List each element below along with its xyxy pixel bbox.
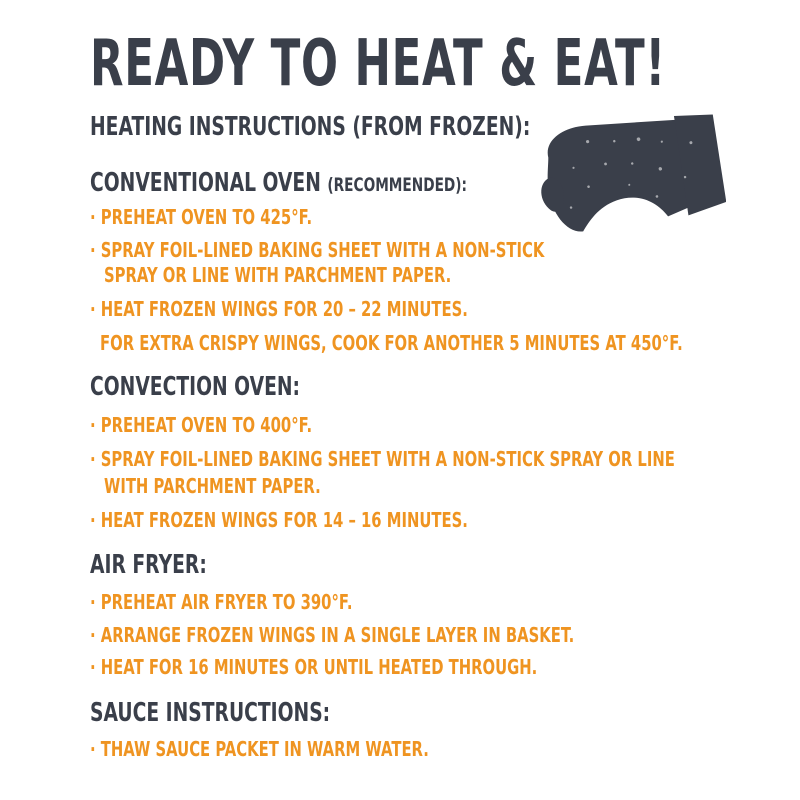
heading-note: (RECOMMENDED):	[327, 174, 467, 196]
instruction-note: FOR EXTRA CRISPY WINGS, COOK FOR ANOTHER 5 MINUTES AT 450°F.	[100, 331, 683, 355]
instruction-item: · HEAT FROZEN WINGS FOR 14 – 16 MINUTES.	[90, 508, 468, 532]
instruction-item: · HEAT FROZEN WINGS FOR 20 – 22 MINUTES.	[90, 297, 468, 321]
oven-mitt-icon	[536, 98, 726, 244]
section-heading-convection-oven: CONVECTION OVEN:	[90, 372, 301, 402]
section-heading-air-fryer: AIR FRYER:	[90, 550, 207, 580]
instruction-item: · ARRANGE FROZEN WINGS IN A SINGLE LAYER IN BASKET.	[90, 623, 575, 647]
instruction-item: · PREHEAT OVEN TO 425°F.	[90, 205, 313, 229]
page-subtitle: HEATING INSTRUCTIONS (FROM FROZEN):	[90, 112, 531, 142]
section-heading-sauce-instructions: SAUCE INSTRUCTIONS:	[90, 698, 331, 728]
instruction-item: · THAW SAUCE PACKET IN WARM WATER.	[90, 737, 429, 761]
section-heading-conventional-oven	[90, 168, 467, 200]
heading-text: CONVENTIONAL OVEN	[90, 168, 321, 198]
instruction-item-continued: WITH PARCHMENT PAPER.	[104, 474, 321, 498]
page-title: READY TO HEAT & EAT!	[90, 27, 666, 101]
instruction-item: · PREHEAT AIR FRYER TO 390°F.	[90, 590, 353, 614]
instruction-item: · HEAT FOR 16 MINUTES OR UNTIL HEATED THROUGH.	[90, 655, 538, 679]
instruction-item-continued: SPRAY OR LINE WITH PARCHMENT PAPER.	[104, 263, 452, 287]
instruction-item: · SPRAY FOIL-LINED BAKING SHEET WITH A NON-STICK SPRAY OR LINE	[90, 447, 675, 471]
instruction-item: · PREHEAT OVEN TO 400°F.	[90, 413, 313, 437]
instruction-item: · SPRAY FOIL-LINED BAKING SHEET WITH A NON-STICK	[90, 238, 545, 262]
